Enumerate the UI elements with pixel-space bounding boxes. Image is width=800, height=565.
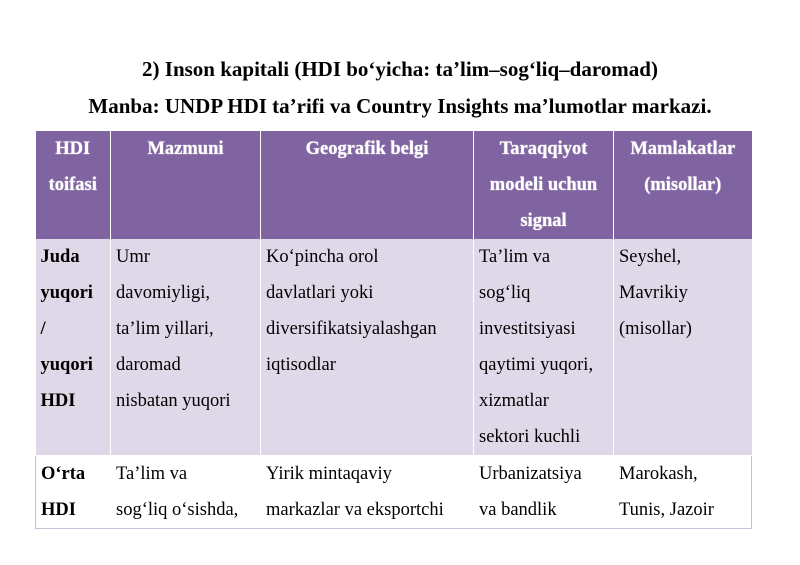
header-hdi-category: HDI toifasi xyxy=(36,131,111,239)
source-note: Manba: UNDP HDI ta’rifi va Country Insights ma’lumotlar markazi. xyxy=(88,94,712,118)
cell-content: Umr davomiyligi, ta’lim yillari, daromad nisbatan yuqori xyxy=(111,239,261,456)
header-content: Mazmuni xyxy=(111,131,261,239)
header-geography: Geografik belgi xyxy=(261,131,474,239)
cell-geography: Yirik mintaqaviy markazlar va eksportchi xyxy=(261,456,474,529)
cell-countries: Seyshel, Mavrikiy (misollar) xyxy=(614,239,752,456)
table-header-row xyxy=(36,131,752,239)
cell-signal: Urbanizatsiya va bandlik xyxy=(474,456,614,529)
cell-signal: Ta’lim va sog‘liq investitsiyasi qaytimi yuqori, xizmatlar sektori kuchli xyxy=(474,239,614,456)
header-countries: Mamlakatlar (misollar) xyxy=(614,131,752,239)
cell-countries: Marokash, Tunis, Jazoir xyxy=(614,456,752,529)
hdi-table xyxy=(35,131,752,529)
header-development-signal: Taraqqiyot modeli uchun signal xyxy=(474,131,614,239)
cell-category: Juda yuqori / yuqori HDI xyxy=(36,239,111,456)
table-row xyxy=(36,239,752,456)
cell-content: Ta’lim va sog‘liq o‘sishda, xyxy=(111,456,261,529)
section-title: 2) Inson kapitali (HDI bo‘yicha: ta’lim–sog‘liq–daromad) xyxy=(142,57,658,81)
table-row xyxy=(36,456,752,529)
cell-category: O‘rta HDI xyxy=(36,456,111,529)
cell-geography: Ko‘pincha orol davlatlari yoki diversifikatsiyalashgan iqtisodlar xyxy=(261,239,474,456)
